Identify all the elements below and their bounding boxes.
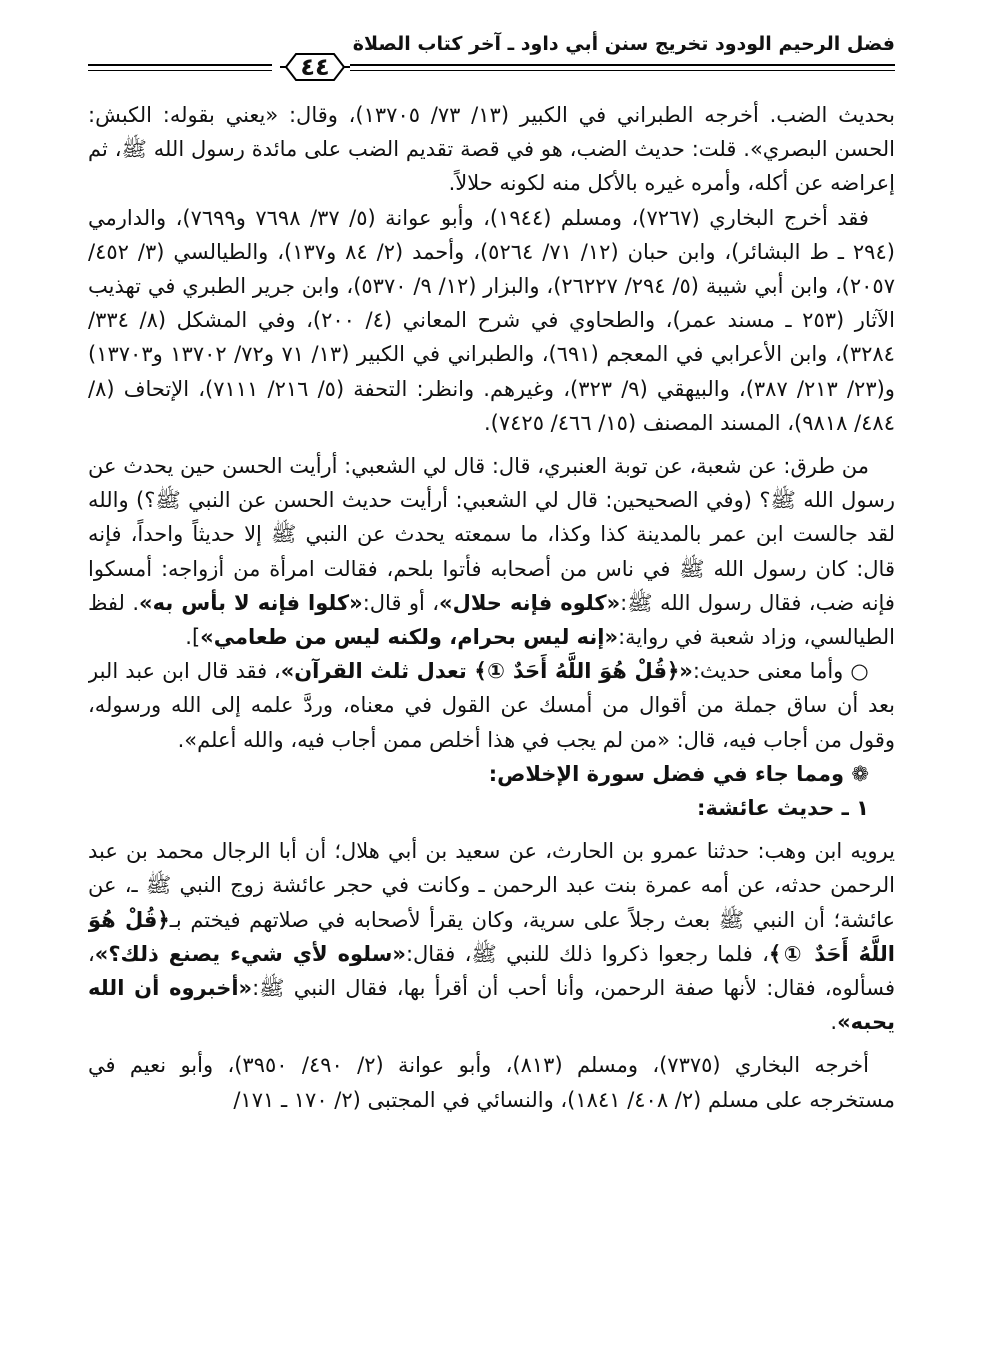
header-rule xyxy=(88,70,272,71)
paragraph: بحديث الضب. أخرجه الطبراني في الكبير (١٣/ ٧٣/ ١٣٧٠٥)، وقال: «يعني بقوله: الكبش: الحسن البصري». قلت: حديث الضب، هو في قصة تقديم الضب على مائدة رسول الله ﷺ، ثم إعراضه عن أكله، وأمره غيره بالأكل منه لكونه حلالاً. xyxy=(88,103,895,196)
paragraph: فقد أخرج البخاري (٧٢٦٧)، ومسلم (١٩٤٤)، وأبو عوانة (٥/ ٣٧/ ٧٦٩٨ و٧٦٩٩)، والدارمي (٢٩٤ ـ ط البشائر)، وابن حبان (١٢/ ٧١/ ٥٢٦٤)، وأحمد (٢/ ٨٤ و١٣٧)، والطيالسي (٣/ ٤٥٢/ ٢٠٥٧)، وابن أبي شيبة (٥/ ٢٩٤/ ٢٦٢٢٧)، والبزار (١٢/ ٩/ ٥٣٧٠)، وابن جرير الطبري في تهذيب الآثار (٢٥٣ ـ مسند عمر)، والطحاوي في شرح المعاني (٤/ ٢٠٠)، وفي المشكل (٨/ ٣٣٤/ ٣٢٨٤)، وابن الأعرابي في المعجم (٦٩١)، والطبراني في الكبير (١٣/ ٧١ و٧٢/ ١٣٧٠٢ و١٣٧٠٣) و(٢٣/ ٢١٣/ ٣٨٧)، والبيهقي (٩/ ٣٢٣)، وغيرهم. وانظر: التحفة (٥/ ٢١٦/ ٧١١١)، الإتحاف (٨/ ٤٨٤/ ٩٨١٨)، المسند المصنف (١٥/ ٤٦٦/ ٧٤٢٥). xyxy=(88,205,895,435)
header-rule xyxy=(350,70,895,71)
paragraph: يرويه ابن وهب: حدثنا عمرو بن الحارث، عن سعيد بن أبي هلال؛ أن أبا الرجال محمد بن عبد الرحمن حدثه، عن أمه عمرة بنت عبد الرحمن ـ وكانت في حجر عائشة زوج النبي ﷺ ـ، عن عائشة؛ أن النبي ﷺ بعث رجلاً على سرية، وكان يقرأ لأصحابه في صلاتهم فيختم بـ﴿قُلْ هُوَ اللَّهُ أَحَدٌ ①﴾، فلما رجعوا ذكروا ذلك للنبي ﷺ، فقال:«سلوه لأي شيء يصنع ذلك؟»، فسألوه، فقال: لأنها صفة الرحمن، وأنا أحب أن أقرأ بها، فقال النبي ﷺ:«أخبروه أن الله يحبه». xyxy=(88,839,895,1035)
page-number: ٤٤ xyxy=(300,53,330,81)
book-page xyxy=(88,30,895,1330)
header-rule xyxy=(88,64,272,66)
paragraph: ○ وأما معنى حديث:«﴿قُلْ هُوَ اللَّهُ أَحَدٌ ①﴾ تعدل ثلث القرآن»، فقد قال ابن عبد البر بعد أن ساق جملة من أقوال من أمسك عن القول في معناه، وردَّ علمه إلى الله ورسوله، وقول من أجاب فيه، قال: «من لم يجب في هذا أخلص ممن أجاب فيه، والله أعلم». xyxy=(88,659,895,752)
section-heading: ❁ ومما جاء في فضل سورة الإخلاص: xyxy=(488,761,869,786)
paragraph: أخرجه البخاري (٧٣٧٥)، ومسلم (٨١٣)، وأبو عوانة (٢/ ٤٩٠/ ٣٩٥٠)، وأبو نعيم في مستخرجه على مسلم (٢/ ٤٠٨/ ١٨٤١)، والنسائي في المجتبى (٢/ ١٧٠ ـ ١٧١/ xyxy=(88,1053,895,1112)
page-number-badge xyxy=(278,48,352,86)
paragraph: من طرق: عن شعبة، عن توبة العنبري، قال: قال لي الشعبي: أرأيت الحسن حين يحدث عن رسول الله ﷺ؟ (وفي الصحيحين: قال لي الشعبي: أرأيت حديث الحسن عن النبي ﷺ؟) والله لقد جالست ابن عمر بالمدينة كذا وكذا، ما سمعته يحدث عن النبي ﷺ إلا حديثاً واحداً، فإنه قال: كان رسول الله ﷺ في ناس من أصحابه فأتوا بلحم، فقالت امرأة من أزواجه: أمسكوا فإنه ضب، فقال رسول الله ﷺ:«كلوه فإنه حلال»، أو قال:«كلوا فإنه لا بأس به». لفظ الطيالسي، وزاد شعبة في رواية:«إنه ليس بحرام، ولكنه ليس من طعامي»]. xyxy=(88,454,895,650)
page-body xyxy=(88,98,895,1117)
header-rule xyxy=(350,64,895,66)
subsection-heading: ١ ـ حديث عائشة: xyxy=(697,796,869,821)
running-title: فضل الرحيم الودود تخريج سنن أبي داود ـ آخر كتاب الصلاة xyxy=(352,33,895,55)
page-header xyxy=(88,30,895,94)
